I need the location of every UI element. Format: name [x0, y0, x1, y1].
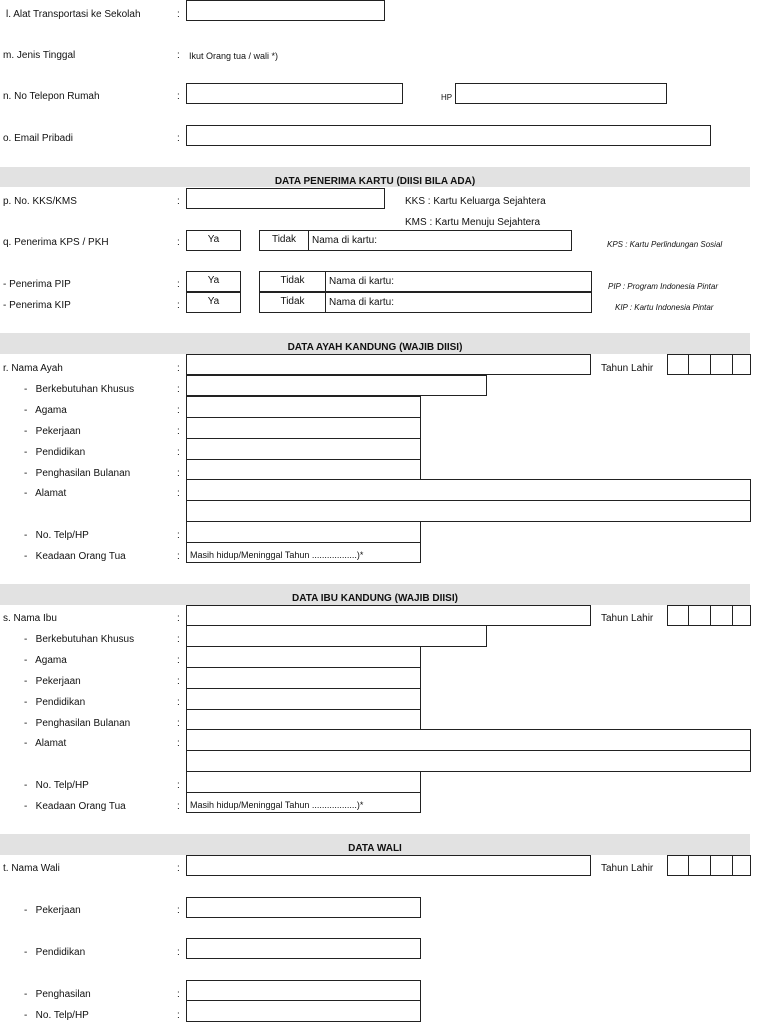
colon: :: [177, 363, 180, 374]
field-label: No. Telp/HP: [35, 780, 89, 791]
kps-note: KPS : Kartu Perlindungan Sosial: [607, 240, 723, 249]
wali-telp-field[interactable]: [186, 1000, 421, 1022]
field-label: Agama: [35, 655, 67, 666]
label-nama-ayah: r. Nama Ayah: [3, 363, 63, 374]
kip-note: KIP : Kartu Indonesia Pintar: [615, 303, 714, 312]
tahun-lahir-digit[interactable]: [732, 855, 751, 876]
colon: :: [177, 405, 180, 416]
pip-ya-box[interactable]: Ya: [186, 271, 241, 292]
label-wali-pendidikan: - Pendidikan: [24, 947, 86, 958]
label-transportasi: l. Alat Transportasi ke Sekolah: [6, 9, 141, 20]
ayah-telp-field[interactable]: [186, 521, 421, 543]
ayah-berkebutuhan-field[interactable]: [186, 375, 487, 396]
kms-note: KMS : Kartu Menuju Sejahtera: [405, 217, 541, 228]
field-label: Penghasilan Bulanan: [35, 468, 131, 479]
nama-wali-field[interactable]: [186, 855, 591, 876]
ibu-berkebutuhan-field[interactable]: [186, 625, 487, 647]
colon: :: [177, 447, 180, 458]
colon: :: [177, 9, 180, 20]
colon: :: [177, 780, 180, 791]
wali-pendidikan-field[interactable]: [186, 938, 421, 959]
label-kip: - Penerima KIP: [3, 300, 71, 311]
colon: :: [177, 738, 180, 749]
label-ibu-berkebutuhan: - Berkebutuhan Khusus: [24, 634, 135, 645]
tahun-lahir-digit[interactable]: [688, 855, 711, 876]
pip-nama-kartu[interactable]: Nama di kartu:: [325, 271, 592, 292]
ibu-telp-field[interactable]: [186, 771, 421, 793]
label-ibu-agama: - Agama: [24, 655, 67, 666]
field-label: Keadaan Orang Tua: [35, 801, 126, 812]
tahun-lahir-digit[interactable]: [688, 605, 711, 626]
ibu-penghasilan-field[interactable]: [186, 709, 421, 730]
tahun-lahir-digit[interactable]: [667, 605, 689, 626]
label-jenis-tinggal: m. Jenis Tinggal: [3, 50, 76, 61]
ayah-pendidikan-field[interactable]: [186, 438, 421, 460]
label-email: o. Email Pribadi: [3, 133, 74, 144]
transportasi-field[interactable]: [186, 0, 385, 21]
label-ayah-penghasilan: - Penghasilan Bulanan: [24, 468, 131, 479]
label-ayah-telp: - No. Telp/HP: [24, 530, 89, 541]
colon: :: [177, 426, 180, 437]
label-ibu-penghasilan: - Penghasilan Bulanan: [24, 718, 131, 729]
label-ayah-keadaan: - Keadaan Orang Tua: [24, 551, 126, 562]
label-wali-pekerjaan: - Pekerjaan: [24, 905, 81, 916]
colon: :: [177, 905, 180, 916]
ibu-keadaan-field[interactable]: Masih hidup/Meninggal Tahun ..................)*: [186, 792, 421, 813]
label-ibu-pendidikan: - Pendidikan: [24, 697, 86, 708]
colon: :: [177, 279, 180, 290]
label-ibu-keadaan: - Keadaan Orang Tua: [24, 801, 126, 812]
colon: :: [177, 551, 180, 562]
kps-ya-box[interactable]: Ya: [186, 230, 241, 251]
field-label: Berkebutuhan Khusus: [35, 384, 135, 395]
ayah-alamat-line2[interactable]: [186, 500, 751, 522]
wali-penghasilan-field[interactable]: [186, 980, 421, 1001]
colon: :: [177, 237, 180, 248]
kps-nama-kartu[interactable]: Nama di kartu:: [308, 230, 572, 251]
label-ayah-berkebutuhan: - Berkebutuhan Khusus: [24, 384, 135, 395]
label-tahun-lahir: Tahun Lahir: [601, 363, 654, 374]
label-ayah-pendidikan: - Pendidikan: [24, 447, 86, 458]
label-tahun-lahir: Tahun Lahir: [601, 613, 654, 624]
section-header-ayah: DATA AYAH KANDUNG (WAJIB DIISI): [287, 342, 463, 353]
field-label: Agama: [35, 405, 67, 416]
tahun-lahir-digit[interactable]: [667, 354, 689, 375]
pip-tidak-box[interactable]: Tidak: [259, 271, 326, 292]
colon: :: [177, 613, 180, 624]
colon: :: [177, 676, 180, 687]
nama-ayah-field[interactable]: [186, 354, 591, 375]
colon: :: [177, 634, 180, 645]
colon: :: [177, 697, 180, 708]
tahun-lahir-digit[interactable]: [710, 855, 733, 876]
kip-ya-box[interactable]: Ya: [186, 292, 241, 313]
wali-pekerjaan-field[interactable]: [186, 897, 421, 918]
label-nama-wali: t. Nama Wali: [3, 863, 60, 874]
colon: :: [177, 133, 180, 144]
ayah-alamat-line1[interactable]: [186, 479, 751, 501]
email-field[interactable]: [186, 125, 711, 146]
field-label: Penghasilan Bulanan: [35, 718, 131, 729]
ayah-pekerjaan-field[interactable]: [186, 417, 421, 439]
label-kks-kms: p. No. KKS/KMS: [3, 196, 77, 207]
nama-ibu-field[interactable]: [186, 605, 591, 626]
label-ibu-telp: - No. Telp/HP: [24, 780, 89, 791]
label-telepon-rumah: n. No Telepon Rumah: [3, 91, 100, 102]
field-label: Pendidikan: [35, 947, 86, 958]
colon: :: [177, 989, 180, 1000]
ibu-pendidikan-field[interactable]: [186, 688, 421, 710]
label-hp: HP: [441, 93, 453, 102]
kip-nama-kartu[interactable]: Nama di kartu:: [325, 292, 592, 313]
ayah-penghasilan-field[interactable]: [186, 459, 421, 480]
field-label: Keadaan Orang Tua: [35, 551, 126, 562]
field-label: Pendidikan: [35, 447, 86, 458]
label-pip: - Penerima PIP: [3, 279, 71, 290]
field-label: Berkebutuhan Khusus: [35, 634, 135, 645]
colon: :: [177, 655, 180, 666]
tahun-lahir-digit[interactable]: [732, 605, 751, 626]
colon: :: [177, 91, 180, 102]
colon: :: [177, 530, 180, 541]
colon: :: [177, 863, 180, 874]
section-header-wali: DATA WALI: [348, 843, 402, 854]
colon: :: [177, 1010, 180, 1021]
tahun-lahir-digit[interactable]: [710, 605, 733, 626]
colon: :: [177, 384, 180, 395]
kps-tidak-box[interactable]: Tidak: [259, 230, 309, 251]
colon: :: [177, 947, 180, 958]
ibu-pekerjaan-field[interactable]: [186, 667, 421, 689]
field-label: Pekerjaan: [35, 676, 81, 687]
colon: :: [177, 468, 180, 479]
hp-field[interactable]: [455, 83, 667, 104]
section-header-ibu: DATA IBU KANDUNG (WAJIB DIISI): [292, 593, 458, 604]
jenis-tinggal-value: Ikut Orang tua / wali *): [189, 51, 279, 61]
colon: :: [177, 50, 180, 61]
kks-note: KKS : Kartu Keluarga Sejahtera: [405, 196, 546, 207]
field-label: Alamat: [35, 488, 67, 499]
telepon-rumah-field[interactable]: [186, 83, 403, 104]
ibu-alamat-line1[interactable]: [186, 729, 751, 751]
colon: :: [177, 196, 180, 207]
field-label: Alamat: [35, 738, 67, 749]
colon: :: [177, 300, 180, 311]
tahun-lahir-digit[interactable]: [688, 354, 711, 375]
field-label: No. Telp/HP: [35, 530, 89, 541]
section-header-kartu: DATA PENERIMA KARTU (DIISI BILA ADA): [274, 176, 476, 187]
label-ibu-pekerjaan: - Pekerjaan: [24, 676, 81, 687]
colon: :: [177, 488, 180, 499]
field-label: Pekerjaan: [35, 426, 81, 437]
ibu-agama-field[interactable]: [186, 646, 421, 668]
label-ibu-alamat: - Alamat: [24, 738, 67, 749]
colon: :: [177, 801, 180, 812]
label-ayah-agama: - Agama: [24, 405, 67, 416]
label-ayah-pekerjaan: - Pekerjaan: [24, 426, 81, 437]
colon: :: [177, 718, 180, 729]
field-label: Penghasilan: [35, 989, 91, 1000]
label-kps-pkh: q. Penerima KPS / PKH: [3, 237, 109, 248]
ayah-agama-field[interactable]: [186, 396, 421, 418]
field-label: No. Telp/HP: [35, 1010, 89, 1021]
tahun-lahir-digit[interactable]: [710, 354, 733, 375]
pip-note: PIP : Program Indonesia Pintar: [608, 282, 718, 291]
kip-tidak-box[interactable]: Tidak: [259, 292, 326, 313]
ayah-keadaan-field[interactable]: Masih hidup/Meninggal Tahun ..................)*: [186, 542, 421, 563]
label-ayah-alamat: - Alamat: [24, 488, 67, 499]
kks-kms-field[interactable]: [186, 188, 385, 209]
field-label: Pendidikan: [35, 697, 86, 708]
field-label: Pekerjaan: [35, 905, 81, 916]
label-wali-telp: - No. Telp/HP: [24, 1010, 89, 1021]
tahun-lahir-digit[interactable]: [667, 855, 689, 876]
label-nama-ibu: s. Nama Ibu: [3, 613, 57, 624]
ibu-alamat-line2[interactable]: [186, 750, 751, 772]
tahun-lahir-digit[interactable]: [732, 354, 751, 375]
label-wali-penghasilan: - Penghasilan: [24, 989, 91, 1000]
label-tahun-lahir: Tahun Lahir: [601, 863, 654, 874]
